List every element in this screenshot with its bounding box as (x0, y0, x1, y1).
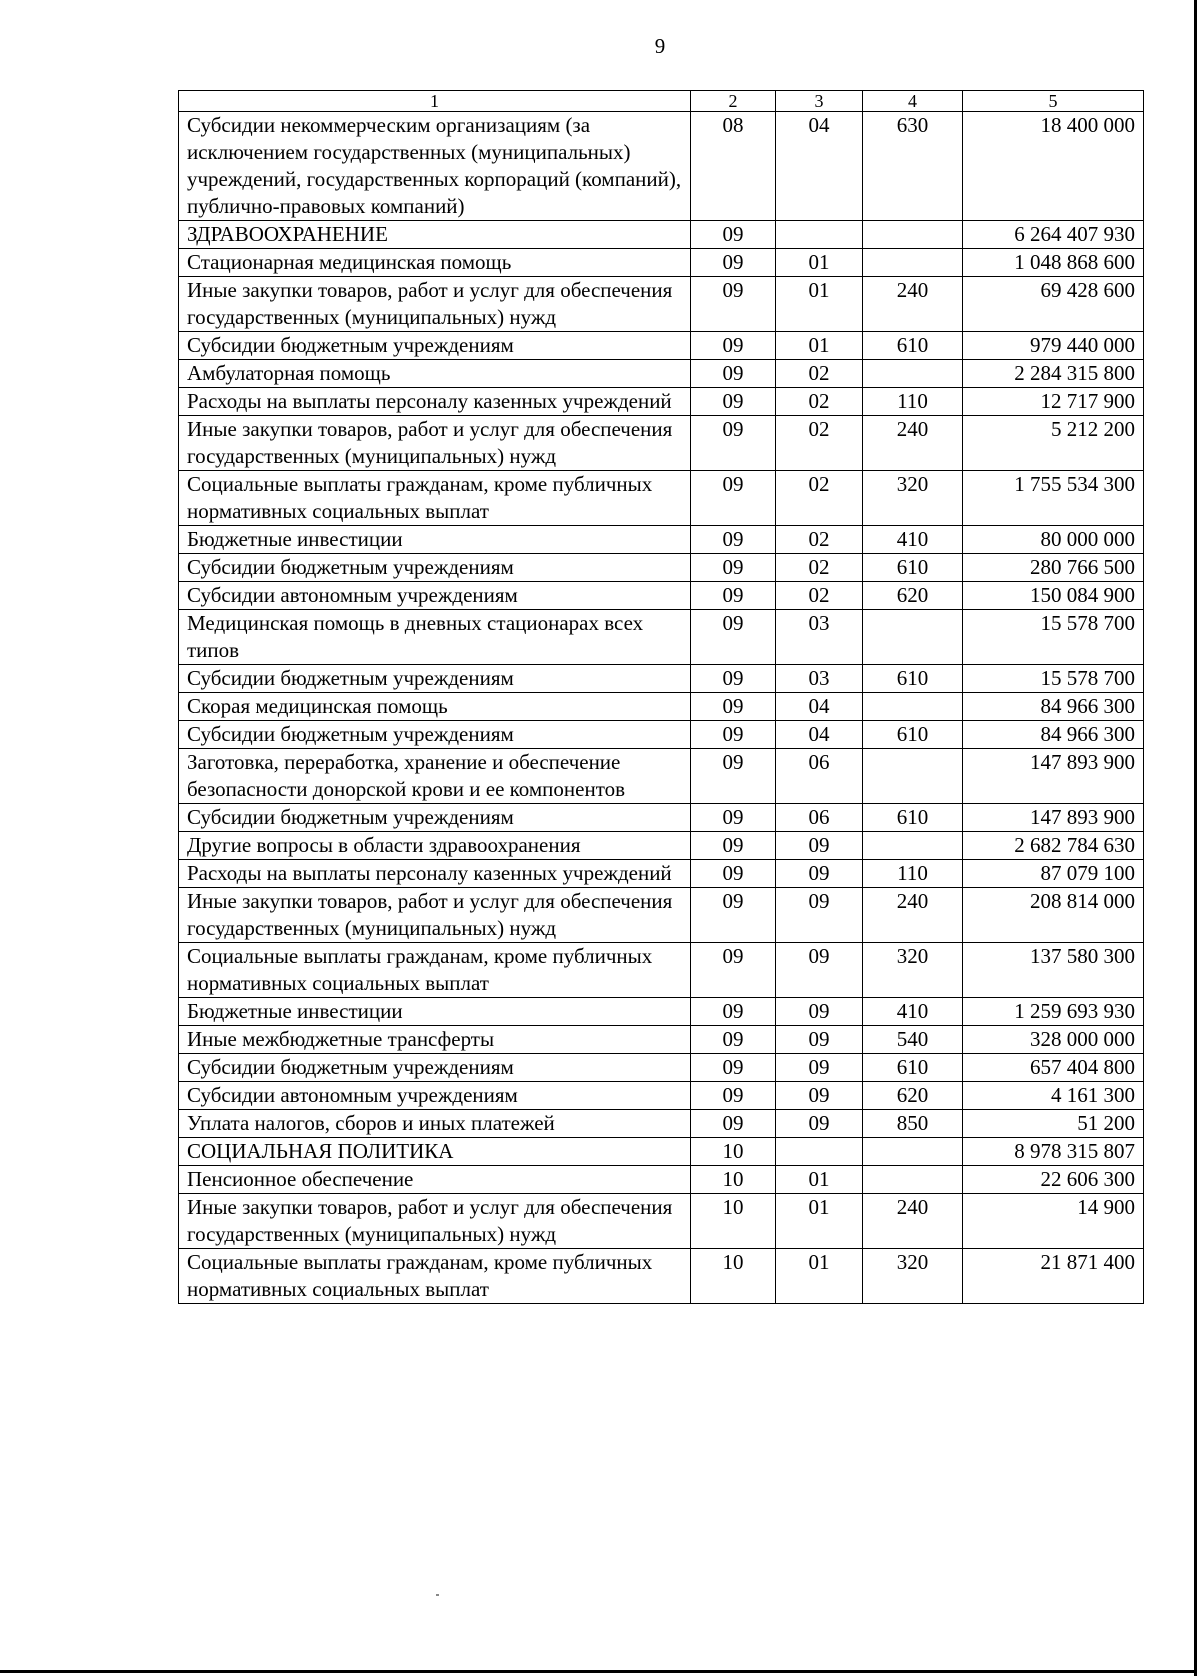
row-subsection-code: 09 (776, 943, 863, 998)
row-name-cell: Субсидии бюджетным учреждениям (179, 332, 691, 360)
table-row (179, 1110, 1144, 1138)
table-row (179, 416, 1144, 471)
row-amount: 12 717 900 (963, 388, 1144, 416)
row-name-cell: Медицинская помощь в дневных стационарах всех типов (179, 610, 691, 665)
row-amount: 1 259 693 930 (963, 998, 1144, 1026)
row-amount: 657 404 800 (963, 1054, 1144, 1082)
row-name-cell: Социальные выплаты гражданам, кроме публичных нормативных социальных выплат (179, 471, 691, 526)
row-amount: 6 264 407 930 (963, 221, 1144, 249)
row-subsection-code: 09 (776, 998, 863, 1026)
row-amount: 18 400 000 (963, 112, 1144, 221)
row-name-cell: Субсидии бюджетным учреждениям (179, 1054, 691, 1082)
row-expense-type-code (863, 1166, 963, 1194)
table-header (179, 91, 1144, 112)
row-name-cell: Субсидии бюджетным учреждениям (179, 804, 691, 832)
row-name-cell: Социальные выплаты гражданам, кроме публичных нормативных социальных выплат (179, 943, 691, 998)
row-section-code: 09 (691, 526, 776, 554)
table-row (179, 1054, 1144, 1082)
row-expense-type-code: 410 (863, 998, 963, 1026)
row-subsection-code: 06 (776, 804, 863, 832)
row-name-cell: Иные межбюджетные трансферты (179, 1026, 691, 1054)
table-row (179, 1138, 1144, 1166)
row-amount: 14 900 (963, 1194, 1144, 1249)
row-name-cell: Иные закупки товаров, работ и услуг для обеспечения государственных (муниципальных) нужд (179, 277, 691, 332)
row-subsection-code: 04 (776, 693, 863, 721)
table-row (179, 332, 1144, 360)
row-expense-type-code: 620 (863, 582, 963, 610)
table-row (179, 277, 1144, 332)
header-row (179, 91, 1144, 112)
row-name-cell: Бюджетные инвестиции (179, 998, 691, 1026)
row-expense-type-code: 320 (863, 943, 963, 998)
row-amount: 15 578 700 (963, 610, 1144, 665)
table-row (179, 388, 1144, 416)
table-row (179, 693, 1144, 721)
row-name-cell: Другие вопросы в области здравоохранения (179, 832, 691, 860)
row-amount: 5 212 200 (963, 416, 1144, 471)
row-expense-type-code: 620 (863, 1082, 963, 1110)
row-amount: 2 682 784 630 (963, 832, 1144, 860)
row-section-code: 09 (691, 888, 776, 943)
row-section-code: 09 (691, 665, 776, 693)
row-section-code: 09 (691, 943, 776, 998)
row-section-code: 09 (691, 360, 776, 388)
row-expense-type-code: 610 (863, 721, 963, 749)
row-subsection-code: 04 (776, 721, 863, 749)
row-amount: 15 578 700 (963, 665, 1144, 693)
row-amount: 69 428 600 (963, 277, 1144, 332)
row-section-code: 09 (691, 832, 776, 860)
row-subsection-code: 02 (776, 582, 863, 610)
row-section-code: 09 (691, 721, 776, 749)
row-section-code: 09 (691, 1054, 776, 1082)
row-expense-type-code (863, 360, 963, 388)
row-section-code: 09 (691, 860, 776, 888)
row-name-cell: Стационарная медицинская помощь (179, 249, 691, 277)
row-subsection-code: 02 (776, 416, 863, 471)
row-amount: 208 814 000 (963, 888, 1144, 943)
table-row (179, 1082, 1144, 1110)
row-amount: 51 200 (963, 1110, 1144, 1138)
table-row (179, 998, 1144, 1026)
table-row (179, 582, 1144, 610)
row-subsection-code: 09 (776, 1082, 863, 1110)
row-name-cell: ЗДРАВООХРАНЕНИЕ (179, 221, 691, 249)
header-col-1: 1 (179, 91, 691, 112)
row-subsection-code: 02 (776, 526, 863, 554)
row-name-cell: Расходы на выплаты персоналу казенных учреждений (179, 860, 691, 888)
row-expense-type-code (863, 693, 963, 721)
row-amount: 22 606 300 (963, 1166, 1144, 1194)
row-expense-type-code: 630 (863, 112, 963, 221)
row-section-code: 09 (691, 471, 776, 526)
scan-edge-right (1194, 0, 1197, 1676)
row-amount: 979 440 000 (963, 332, 1144, 360)
row-section-code: 09 (691, 998, 776, 1026)
row-expense-type-code: 240 (863, 888, 963, 943)
row-amount: 8 978 315 807 (963, 1138, 1144, 1166)
row-amount: 21 871 400 (963, 1249, 1144, 1304)
row-section-code: 09 (691, 1026, 776, 1054)
row-amount: 80 000 000 (963, 526, 1144, 554)
row-subsection-code: 01 (776, 332, 863, 360)
row-expense-type-code: 610 (863, 665, 963, 693)
row-section-code: 09 (691, 388, 776, 416)
row-section-code: 09 (691, 416, 776, 471)
row-subsection-code: 01 (776, 1194, 863, 1249)
row-expense-type-code: 240 (863, 1194, 963, 1249)
row-subsection-code: 09 (776, 1026, 863, 1054)
row-section-code: 09 (691, 610, 776, 665)
row-subsection-code: 09 (776, 1054, 863, 1082)
row-amount: 328 000 000 (963, 1026, 1144, 1054)
row-expense-type-code: 110 (863, 388, 963, 416)
row-subsection-code: 09 (776, 832, 863, 860)
row-section-code: 10 (691, 1194, 776, 1249)
row-subsection-code: 02 (776, 360, 863, 388)
table-row (179, 526, 1144, 554)
table-row (179, 610, 1144, 665)
row-subsection-code: 02 (776, 471, 863, 526)
row-amount: 147 893 900 (963, 749, 1144, 804)
row-expense-type-code: 610 (863, 554, 963, 582)
row-subsection-code: 02 (776, 388, 863, 416)
scan-speck (436, 1594, 439, 1596)
table-row (179, 721, 1144, 749)
row-name-cell: Иные закупки товаров, работ и услуг для обеспечения государственных (муниципальных) нужд (179, 888, 691, 943)
row-name-cell: Заготовка, переработка, хранение и обеспечение безопасности донорской крови и ее компонентов (179, 749, 691, 804)
header-col-4: 4 (863, 91, 963, 112)
row-section-code: 10 (691, 1166, 776, 1194)
row-subsection-code: 09 (776, 888, 863, 943)
row-amount: 147 893 900 (963, 804, 1144, 832)
row-expense-type-code: 320 (863, 471, 963, 526)
row-section-code: 09 (691, 693, 776, 721)
table-row (179, 221, 1144, 249)
budget-table (178, 90, 1144, 1304)
table-row (179, 832, 1144, 860)
row-subsection-code (776, 1138, 863, 1166)
row-amount: 280 766 500 (963, 554, 1144, 582)
row-expense-type-code: 240 (863, 416, 963, 471)
row-name-cell: Субсидии бюджетным учреждениям (179, 554, 691, 582)
row-section-code: 09 (691, 1110, 776, 1138)
row-name-cell: Уплата налогов, сборов и иных платежей (179, 1110, 691, 1138)
row-name-cell: Субсидии автономным учреждениям (179, 1082, 691, 1110)
row-amount: 4 161 300 (963, 1082, 1144, 1110)
row-expense-type-code (863, 832, 963, 860)
table-row (179, 1026, 1144, 1054)
row-section-code: 09 (691, 582, 776, 610)
table-row (179, 1249, 1144, 1304)
row-subsection-code (776, 221, 863, 249)
row-expense-type-code (863, 221, 963, 249)
row-expense-type-code: 110 (863, 860, 963, 888)
table-row (179, 888, 1144, 943)
row-name-cell: Субсидии автономным учреждениям (179, 582, 691, 610)
table-row (179, 554, 1144, 582)
row-subsection-code: 02 (776, 554, 863, 582)
row-section-code: 09 (691, 804, 776, 832)
row-name-cell: Бюджетные инвестиции (179, 526, 691, 554)
row-amount: 137 580 300 (963, 943, 1144, 998)
row-name-cell: Субсидии некоммерческим организациям (за исключением государственных (муниципальных) учреждений, государственных корпораций (компаний), публично-правовых компаний) (179, 112, 691, 221)
header-col-5: 5 (963, 91, 1144, 112)
table-row (179, 804, 1144, 832)
row-subsection-code: 06 (776, 749, 863, 804)
row-subsection-code: 04 (776, 112, 863, 221)
table-row (179, 665, 1144, 693)
table-row (179, 1166, 1144, 1194)
row-section-code: 09 (691, 554, 776, 582)
row-section-code: 09 (691, 1082, 776, 1110)
table-row (179, 749, 1144, 804)
row-expense-type-code: 320 (863, 1249, 963, 1304)
row-subsection-code: 09 (776, 860, 863, 888)
row-amount: 84 966 300 (963, 721, 1144, 749)
scan-edge-bottom (0, 1670, 1197, 1673)
row-amount: 87 079 100 (963, 860, 1144, 888)
row-subsection-code: 01 (776, 277, 863, 332)
row-name-cell: Субсидии бюджетным учреждениям (179, 665, 691, 693)
row-subsection-code: 01 (776, 249, 863, 277)
row-expense-type-code: 410 (863, 526, 963, 554)
row-expense-type-code (863, 1138, 963, 1166)
row-name-cell: Расходы на выплаты персоналу казенных учреждений (179, 388, 691, 416)
row-section-code: 09 (691, 221, 776, 249)
table-row (179, 1194, 1144, 1249)
row-subsection-code: 09 (776, 1110, 863, 1138)
row-amount: 84 966 300 (963, 693, 1144, 721)
row-section-code: 09 (691, 249, 776, 277)
row-section-code: 10 (691, 1138, 776, 1166)
row-section-code: 09 (691, 749, 776, 804)
row-expense-type-code: 610 (863, 332, 963, 360)
table-row (179, 360, 1144, 388)
table-row (179, 860, 1144, 888)
row-name-cell: Пенсионное обеспечение (179, 1166, 691, 1194)
row-name-cell: Иные закупки товаров, работ и услуг для обеспечения государственных (муниципальных) нужд (179, 416, 691, 471)
row-amount: 1 755 534 300 (963, 471, 1144, 526)
row-section-code: 09 (691, 277, 776, 332)
header-col-2: 2 (691, 91, 776, 112)
row-subsection-code: 01 (776, 1249, 863, 1304)
row-expense-type-code: 610 (863, 804, 963, 832)
table-row (179, 471, 1144, 526)
row-section-code: 09 (691, 332, 776, 360)
page-number: 9 (654, 34, 666, 58)
row-name-cell: Скорая медицинская помощь (179, 693, 691, 721)
row-expense-type-code: 610 (863, 1054, 963, 1082)
row-subsection-code: 01 (776, 1166, 863, 1194)
row-name-cell: Иные закупки товаров, работ и услуг для обеспечения государственных (муниципальных) нужд (179, 1194, 691, 1249)
row-section-code: 10 (691, 1249, 776, 1304)
header-col-3: 3 (776, 91, 863, 112)
row-expense-type-code (863, 610, 963, 665)
row-expense-type-code (863, 749, 963, 804)
row-expense-type-code (863, 249, 963, 277)
row-name-cell: Социальные выплаты гражданам, кроме публичных нормативных социальных выплат (179, 1249, 691, 1304)
table-row (179, 943, 1144, 998)
table-body (179, 112, 1144, 1304)
row-name-cell: Субсидии бюджетным учреждениям (179, 721, 691, 749)
row-amount: 1 048 868 600 (963, 249, 1144, 277)
row-amount: 2 284 315 800 (963, 360, 1144, 388)
table-row (179, 112, 1144, 221)
row-amount: 150 084 900 (963, 582, 1144, 610)
row-subsection-code: 03 (776, 665, 863, 693)
row-name-cell: СОЦИАЛЬНАЯ ПОЛИТИКА (179, 1138, 691, 1166)
row-section-code: 08 (691, 112, 776, 221)
row-name-cell: Амбулаторная помощь (179, 360, 691, 388)
table-row (179, 249, 1144, 277)
row-expense-type-code: 850 (863, 1110, 963, 1138)
row-expense-type-code: 240 (863, 277, 963, 332)
row-expense-type-code: 540 (863, 1026, 963, 1054)
row-subsection-code: 03 (776, 610, 863, 665)
